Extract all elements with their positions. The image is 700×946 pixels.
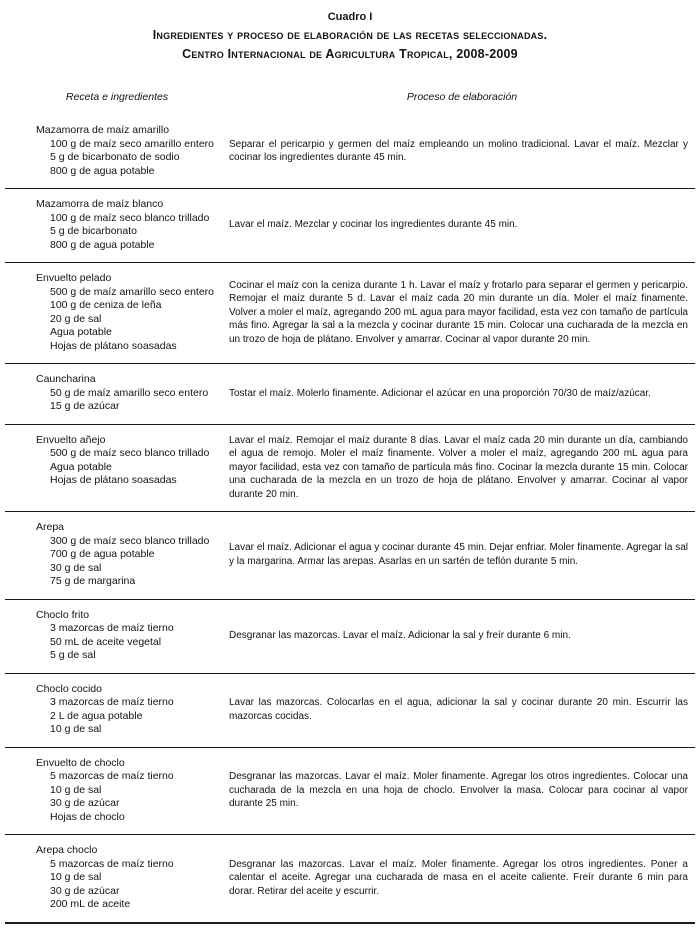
ingredient-item: 10 g de sal (50, 783, 102, 796)
recipe-cell (5, 272, 229, 353)
table-row (5, 748, 695, 836)
ingredient-list (36, 286, 221, 354)
recipe-name: Arepa choclo (36, 844, 98, 856)
table-row (5, 600, 695, 674)
ingredient-item: 100 g de maíz seco amarillo entero (50, 137, 215, 150)
ingredient-item: 10 g de sal (50, 871, 102, 883)
ingredient-item: 200 mL de aceite (50, 898, 131, 910)
ingredient-item: 15 g de azúcar (50, 400, 120, 412)
ingredient-list (36, 770, 221, 824)
process-cell (229, 124, 695, 178)
process-text: Lavar el maíz. Remojar el maíz durante 8 días. Lavar el maíz cada 20 min durante un día, cambiando el agua de remojo. Moler el maíz finamente. Volver a moler el maíz, agregando 200 mL agua para mayor facilidad, esta vez con tamaño de partícula más fino. Cocinar la mezcla durante 15 min. Colocar una cucharada de la mezcla en un trozo de hoja de plátano. Envolver y amarrar. Cocinar al vapor durante 20 min. (229, 434, 688, 500)
ingredient-list (36, 447, 221, 488)
table-row (5, 263, 695, 364)
recipe-cell (5, 124, 229, 178)
ingredient-list (36, 858, 221, 912)
table-row (5, 425, 695, 513)
table-subtitle: Centro Internacional de Agricultura Tropical, 2008-2009 (182, 47, 518, 61)
table-row (5, 364, 695, 425)
process-cell (229, 609, 695, 663)
recipe-name: Cauncharina (36, 373, 96, 385)
ingredient-item: Agua potable (50, 326, 112, 338)
ingredient-item: 20 g de sal (50, 312, 102, 325)
ingredient-item: 700 g de agua potable (50, 548, 155, 560)
process-cell (229, 272, 695, 353)
process-cell (229, 683, 695, 737)
ingredient-item: 500 g de maíz seco blanco trillado (50, 447, 210, 459)
recipe-cell (5, 757, 229, 825)
ingredient-item: 30 g de azúcar (50, 884, 120, 897)
ingredient-list (36, 696, 221, 737)
recipe-name: Mazamorra de maíz amarillo (36, 124, 170, 136)
process-text: Desgranar las mazorcas. Lavar el maíz. Moler finamente. Agregar los otros ingredientes. Colocar una cucharada de la mezcla en una hoja de choclo. Envolver la masa. Colocar para cocinar al vapor durante 25 min. (229, 771, 688, 809)
recipe-cell (5, 683, 229, 737)
ingredient-item: 30 g de azúcar (50, 797, 120, 809)
ingredient-item: 5 g de bicarbonato de sodio (50, 151, 180, 163)
process-text: Desgranar las mazorcas. Lavar el maíz. Adicionar la sal y freír durante 6 min. (229, 629, 571, 641)
table-row (5, 835, 695, 924)
process-text: Cocinar el maíz con la ceniza durante 1 h. Lavar el maíz y frotarlo para separar el germen y pericarpio. Remojar el maíz durante 5 d. Lavar el maíz cada 20 min durante un día. Moler el maíz finamente. Volver a moler el maíz, agregando 200 mL agua para mayor facilidad, esta vez con tamaño de partícula más fino. Agregar la sal a la mezcla y cocinar durante 15 min. Colocar una cucharada de la mezcla en un trozo de hoja de plátano. Envolver y amarrar. Cocinar al vapor durante 20 min. (229, 279, 688, 345)
ingredient-list (36, 387, 221, 414)
column-header-recipe: Receta e ingredientes (65, 91, 169, 103)
process-cell (229, 757, 695, 825)
ingredient-item: Hojas de plátano soasadas (50, 339, 177, 352)
ingredient-list (36, 212, 221, 253)
ingredient-item: 5 g de sal (50, 649, 96, 661)
process-cell (229, 198, 695, 252)
process-text: Tostar el maíz. Molerlo finamente. Adicionar el azúcar en una proporción 70/30 de maíz/azúcar. (229, 387, 651, 399)
process-text: Separar el pericarpio y germen del maíz empleando un molino tradicional. Lavar el maíz. Mezclar y cocinar los ingredientes durante 45 min. (229, 138, 688, 163)
ingredient-item: 3 mazorcas de maíz tierno (50, 622, 174, 634)
ingredient-item: 30 g de sal (50, 561, 102, 574)
table-row (5, 674, 695, 748)
ingredient-item: 800 g de agua potable (50, 164, 155, 177)
table-caption (5, 11, 695, 61)
ingredient-item: Hojas de plátano soasadas (50, 474, 177, 486)
recipe-name: Mazamorra de maíz blanco (36, 198, 164, 210)
ingredient-item: 50 g de maíz amarillo seco entero (50, 386, 209, 399)
ingredient-item: Agua potable (50, 460, 112, 473)
process-text: Lavar las mazorcas. Colocarlas en el agua, adicionar la sal y cocinar durante 20 min. Escurrir las mazorcas cocidas. (229, 697, 688, 722)
process-text: Lavar el maíz. Mezclar y cocinar los ingredientes durante 45 min. (229, 219, 518, 231)
recipe-name: Envuelto añejo (36, 433, 106, 446)
process-text: Lavar el maíz. Adicionar el agua y cocinar durante 45 min. Dejar enfriar. Moler finamente. Agregar la sal y la margarina. Armar las arepas. Asarlas en un sartén de teflón durante 5 min. (229, 542, 688, 567)
ingredient-item: 5 mazorcas de maíz tierno (50, 857, 174, 870)
ingredient-item: 75 g de margarina (50, 575, 136, 587)
process-text: Desgranar las mazorcas. Lavar el maíz. Moler finamente. Agregar los otros ingredientes. Poner a calentar el aceite. Agregar una cucharada de masa en el aceite caliente. Freír durante 6 min para dorar. Retirar del aceite y escurrir. (229, 858, 688, 897)
recipe-name: Choclo cocido (36, 682, 102, 695)
ingredient-item: 100 g de maíz seco blanco trillado (50, 211, 210, 224)
recipe-cell (5, 198, 229, 252)
recipe-name: Arepa (36, 521, 65, 533)
ingredient-item: 500 g de maíz amarillo seco entero (50, 285, 215, 298)
ingredient-list (36, 535, 221, 589)
column-headers (5, 91, 695, 103)
column-header-process: Proceso de elaboración (406, 91, 518, 103)
recipe-cell (5, 844, 229, 912)
table-number: Cuadro I (327, 11, 373, 23)
process-cell (229, 844, 695, 912)
recipe-rows (5, 115, 695, 924)
recipe-name: Envuelto de choclo (36, 756, 125, 769)
table-row (5, 189, 695, 263)
ingredient-list (36, 622, 221, 663)
ingredient-item: 300 g de maíz seco blanco trillado (50, 534, 210, 547)
ingredient-item: 100 g de ceniza de leña (50, 299, 162, 311)
table-title: Ingredientes y proceso de elaboración de las recetas seleccionadas. (152, 28, 548, 42)
ingredient-item: 2 L de agua potable (50, 709, 143, 722)
ingredient-item: 10 g de sal (50, 723, 102, 735)
ingredient-item: 3 mazorcas de maíz tierno (50, 696, 174, 708)
recipe-cell (5, 521, 229, 589)
recipe-name: Envuelto pelado (36, 272, 112, 284)
ingredient-item: Hojas de choclo (50, 810, 125, 823)
recipe-cell (5, 373, 229, 414)
recipe-cell (5, 434, 229, 502)
table-row (5, 115, 695, 189)
ingredient-item: 5 g de bicarbonato (50, 225, 137, 237)
process-cell (229, 373, 695, 414)
recipe-cell (5, 609, 229, 663)
ingredient-item: 50 mL de aceite vegetal (50, 635, 162, 648)
ingredient-item: 800 g de agua potable (50, 238, 155, 251)
process-cell (229, 521, 695, 589)
table-row (5, 512, 695, 600)
process-cell (229, 434, 695, 502)
recipe-name: Choclo frito (36, 608, 90, 621)
ingredient-list (36, 138, 221, 179)
ingredient-item: 5 mazorcas de maíz tierno (50, 770, 174, 782)
